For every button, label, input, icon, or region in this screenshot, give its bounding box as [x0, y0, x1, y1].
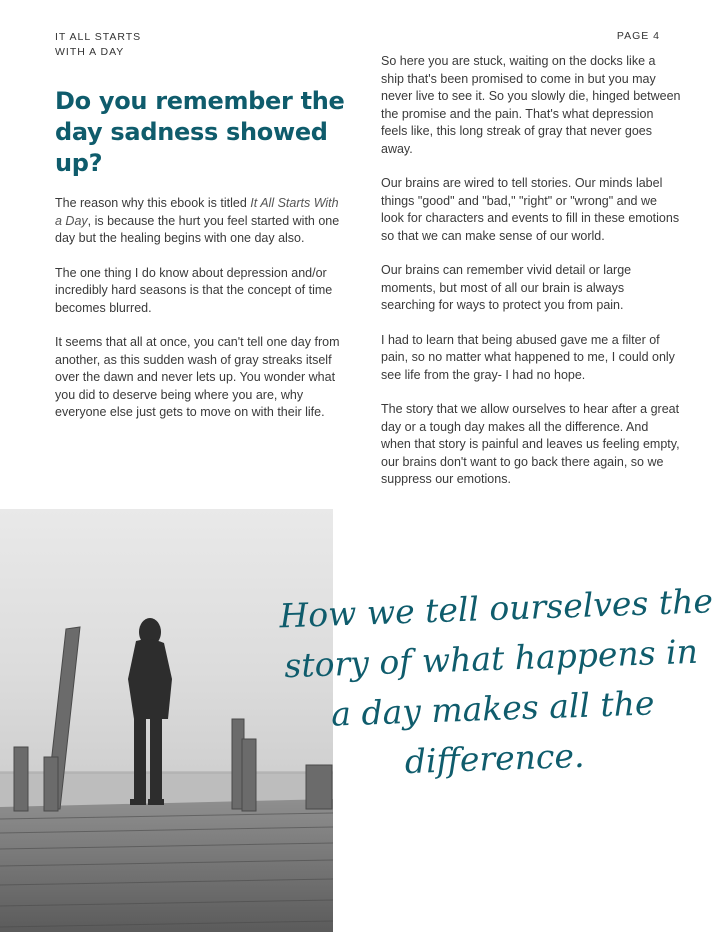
right-column — [381, 53, 681, 506]
paragraph-ebook-title — [55, 195, 345, 248]
running-title — [55, 30, 141, 60]
paragraph-difference: The story that we allow ourselves to hear after a great day or a tough day makes all the difference. And when that story is painful and leaves us feeling empty, our brains don't want to go back there again, so we suppress our emotions. — [381, 402, 680, 486]
pull-quote — [278, 577, 714, 792]
left-column — [55, 86, 345, 439]
paragraph-protect: Our brains can remember vivid detail or large moments, but most of all our brain is always searching for ways to protect you from pain. — [381, 263, 632, 312]
pull-quote-line-4: difference. — [404, 735, 586, 782]
paragraph-wash-of-gray: It seems that all at once, you can't tell one day from another, as this sudden wash of gray streaks itself over the dawn and never lets up. You wonder what you did to deserve being where you are, why everyone else just gets to move on with their life. — [55, 335, 340, 419]
paragraph-stories: Our brains are wired to tell stories. Our minds label things "good" and "bad," "right" or "wrong" and we look for characters and events to fill in these emotions so that we can make sense of our world. — [381, 176, 680, 243]
pull-quote-line-3: a day makes all the — [330, 683, 656, 734]
running-title-line-2: WITH A DAY — [55, 46, 125, 58]
page-number: PAGE 4 — [616, 30, 660, 42]
paragraph-time-blurred: The one thing I do know about depression and/or incredibly hard seasons is that the concept of time becomes blurred. — [55, 265, 333, 315]
paragraph-ebook-title-lead: The reason why this ebook is titled — [55, 196, 251, 210]
section-heading: Do you remember the day sadness showed up? — [55, 87, 345, 177]
paragraph-docks: So here you are stuck, waiting on the docks like a ship that's been promised to come in but you may never live to see it. So you slowly die, hinged between the promise and the pain. That's what depression feels like, this long streak of gray that never goes away. — [381, 54, 681, 156]
running-title-line-1: IT ALL STARTS — [55, 31, 142, 43]
paragraph-filter-of-pain: I had to learn that being abused gave me a filter of pain, so no matter what happened to me, I could only see life from the gray- I had no hope. — [381, 332, 675, 382]
paragraph-ebook-title-tail: , is because the hurt you feel started with one day but the healing begins with one day also. — [55, 213, 340, 245]
ebook-title-italic: It All Starts With a Day — [55, 196, 339, 228]
pull-quote-line-2: story of what happens in — [283, 631, 699, 686]
pull-quote-line-1: How we tell ourselves the — [278, 581, 714, 636]
